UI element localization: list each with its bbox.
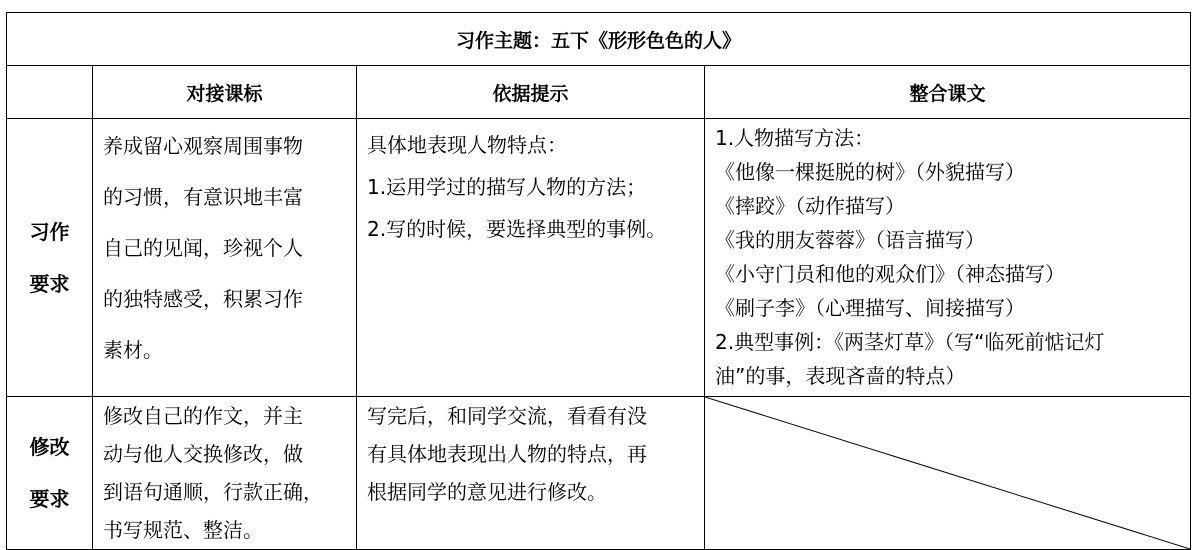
row-label-writing	[7, 119, 93, 397]
revision-requirements-row	[7, 397, 1191, 550]
lessons-cell-revision-empty	[705, 397, 1191, 550]
header-lessons: 整合课文	[705, 66, 1191, 119]
standard-cell-revision	[93, 397, 357, 550]
row-label-revision	[7, 397, 93, 550]
header-hint: 依据提示	[357, 66, 705, 119]
header-row	[7, 66, 1191, 119]
lessons-cell-writing	[705, 119, 1191, 397]
text-line: 自己的见闻，珍视个人	[103, 236, 303, 260]
lesson-plan-table	[6, 12, 1191, 550]
text-line: 写完后，和同学交流，看看有没	[367, 404, 647, 428]
row-label-line: 修改	[29, 435, 70, 459]
header-empty-cell	[7, 66, 93, 119]
text-line: 的习惯，有意识地丰富	[103, 185, 303, 209]
hint-cell-writing	[357, 119, 705, 397]
text-line: 油”的事，表现吝啬的特点）	[715, 364, 966, 388]
text-line: 《我的朋友蓉蓉》（语言描写）	[715, 228, 985, 252]
text-line: 书写规范、整洁。	[103, 518, 263, 542]
text-line: 1.人物描写方法：	[715, 126, 875, 150]
text-line: 动与他人交换修改，做	[103, 442, 303, 466]
text-line: 《小守门员和他的观众们》（神态描写）	[715, 262, 1065, 286]
title-row	[7, 13, 1191, 66]
text-line: 1.运用学过的描写人物的方法；	[367, 175, 647, 199]
header-standard: 对接课标	[93, 66, 357, 119]
text-line: 修改自己的作文，并主	[103, 404, 303, 428]
writing-requirements-row	[7, 119, 1191, 397]
text-line: 有具体地表现出人物的特点，再	[367, 442, 647, 466]
text-line: 《他像一棵挺脱的树》（外貌描写）	[715, 160, 1025, 184]
row-label-line: 要求	[29, 487, 70, 511]
hint-cell-revision	[357, 397, 705, 550]
text-line: 的独特感受，积累习作	[103, 287, 303, 311]
standard-cell-writing	[93, 119, 357, 397]
text-line: 2.典型事例：《两茎灯草》（写“临死前惦记灯	[715, 330, 1105, 354]
text-line: 《摔跤》（动作描写）	[715, 194, 905, 218]
text-line: 具体地表现人物特点：	[367, 133, 567, 157]
text-line: 2.写的时候，要选择典型的事例。	[367, 217, 667, 241]
text-line: 《刷子李》（心理描写、间接描写）	[715, 296, 1025, 320]
text-line: 到语句通顺，行款正确，	[103, 480, 323, 504]
diagonal-slash-line	[705, 397, 1190, 549]
row-label-line: 习作	[29, 219, 70, 244]
text-line: 素材。	[103, 338, 163, 362]
table-title: 习作主题：五下《形形色色的人》	[7, 13, 1191, 66]
row-label-line: 要求	[29, 271, 70, 296]
text-line: 养成留心观察周围事物	[103, 134, 303, 158]
text-line: 根据同学的意见进行修改。	[367, 480, 607, 504]
